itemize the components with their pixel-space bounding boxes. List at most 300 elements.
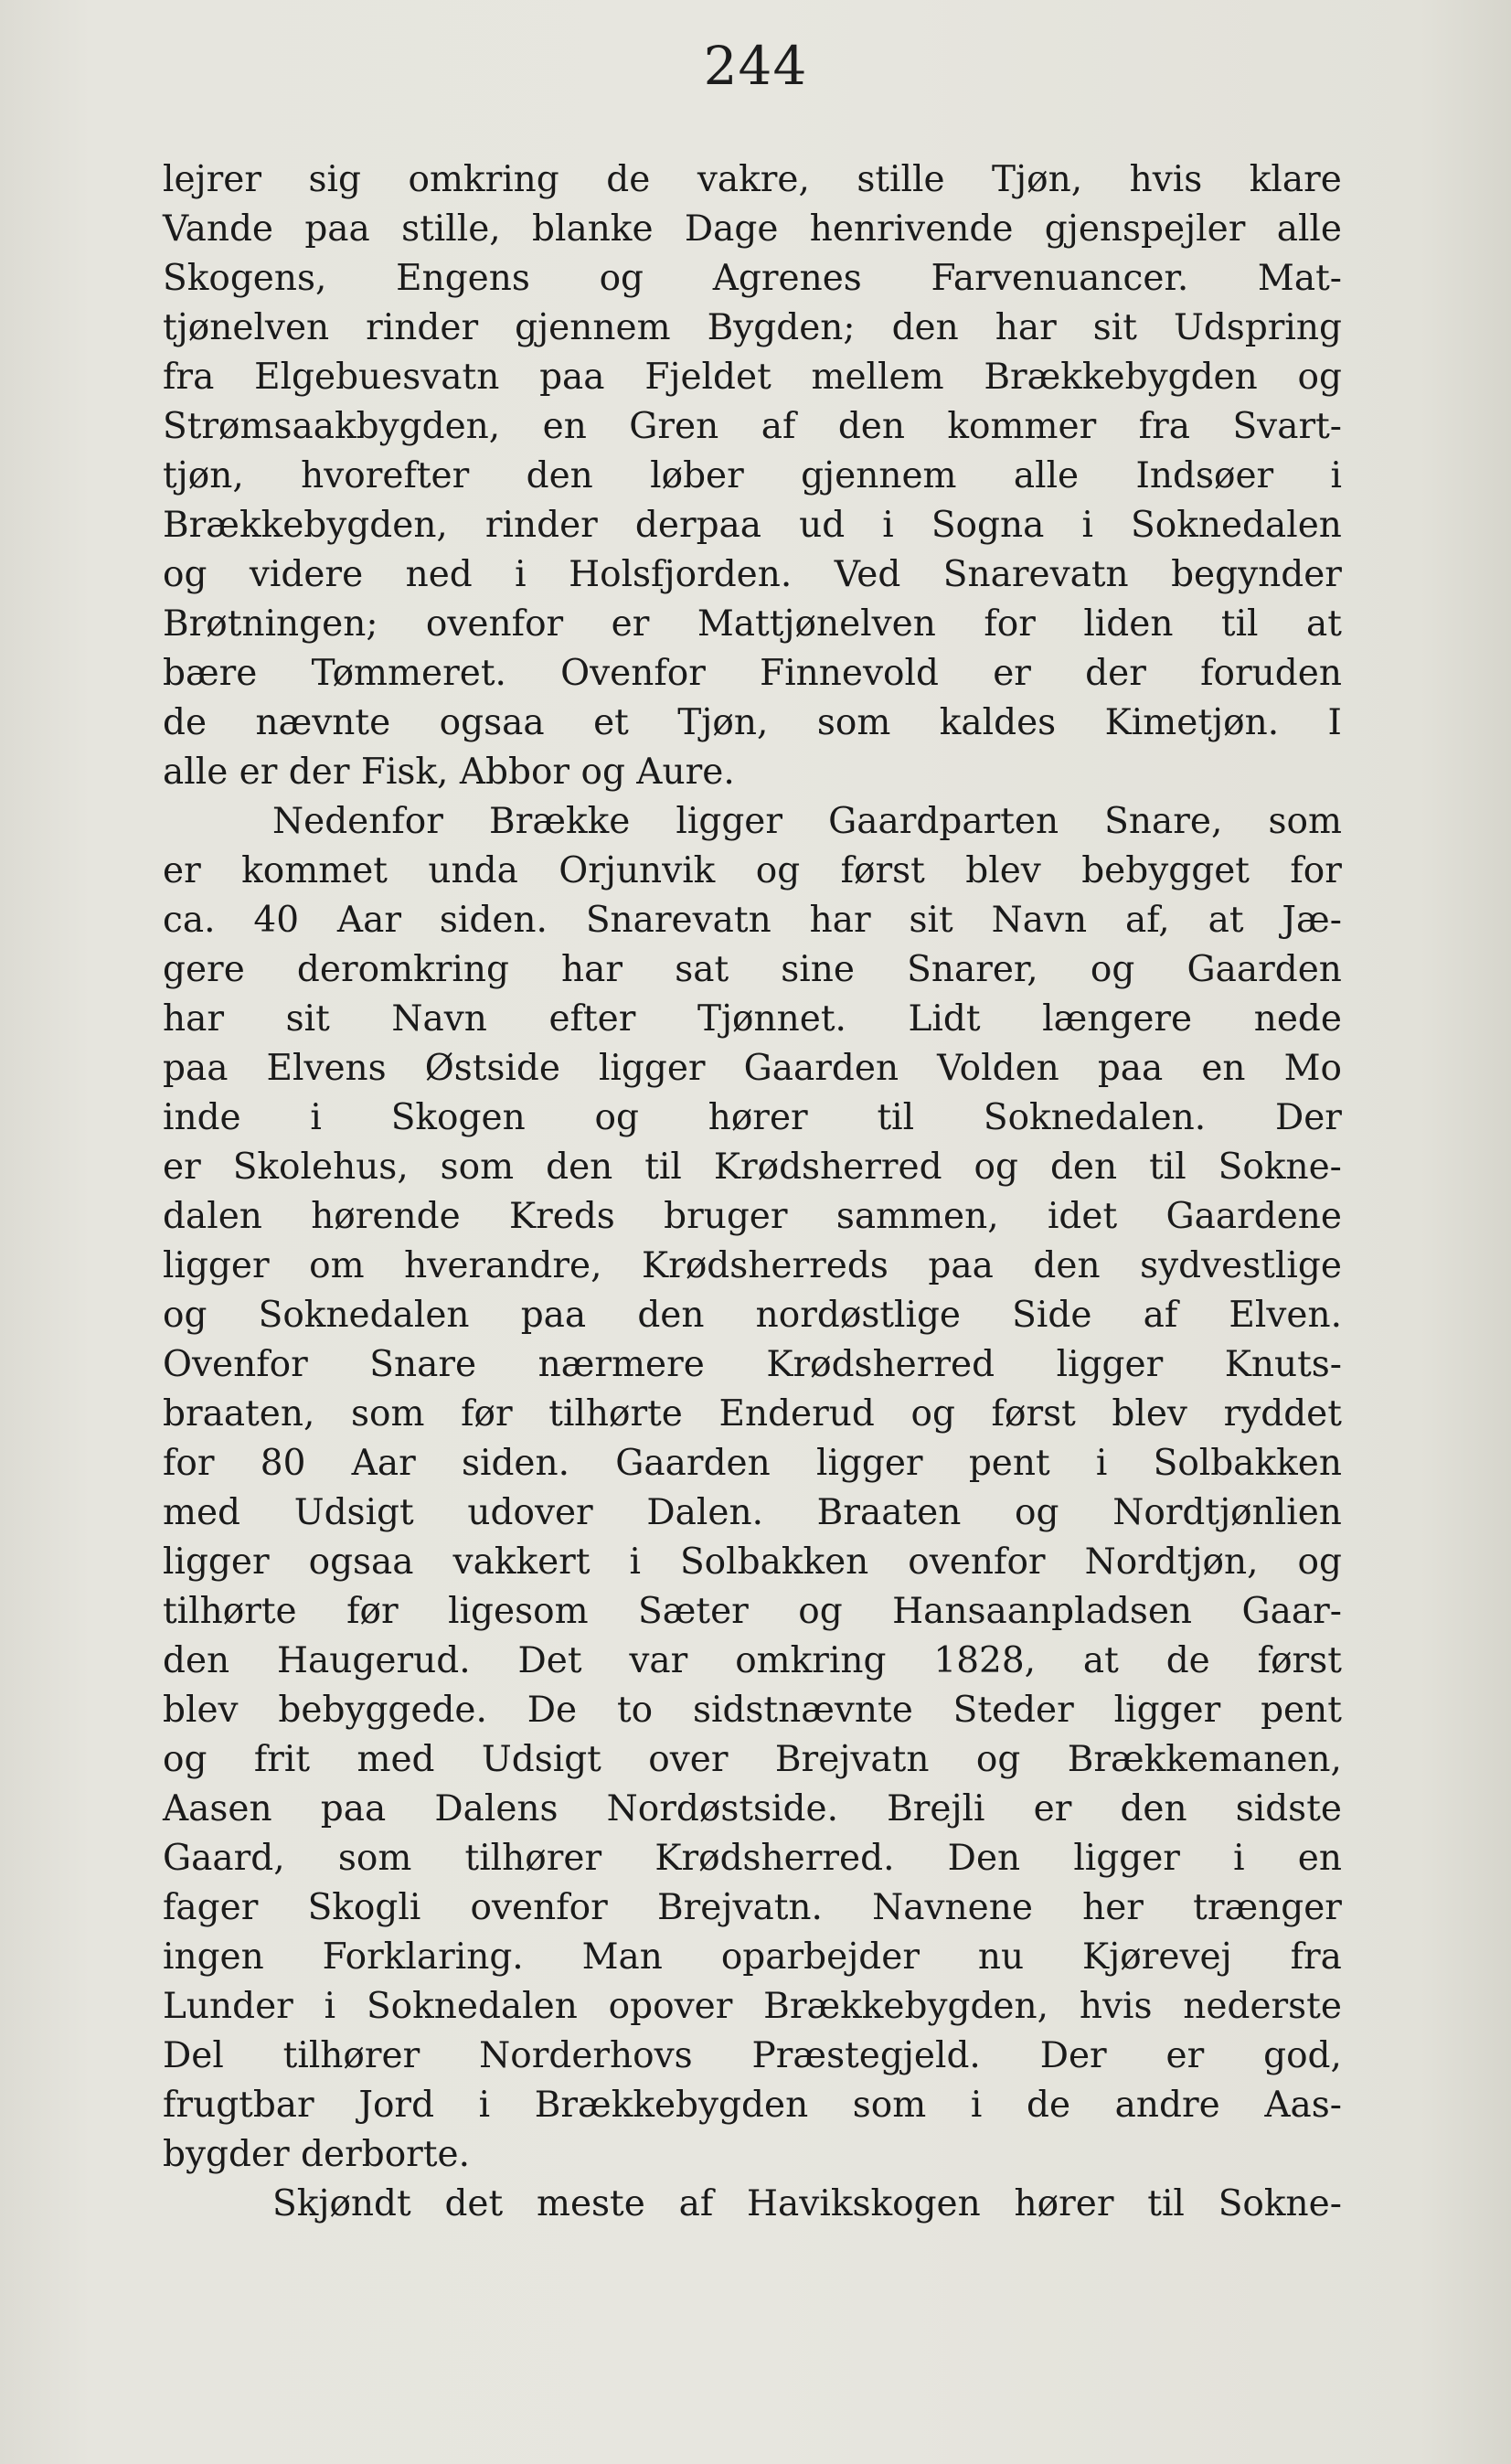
word: lejrer: [163, 159, 262, 200]
text-line: [163, 699, 1342, 748]
word: Kjørevej: [1082, 1936, 1232, 1978]
word: hører: [1014, 2183, 1114, 2224]
word: Mo: [1283, 1048, 1342, 1089]
word: sit: [1092, 307, 1137, 348]
word: alle: [1276, 208, 1342, 250]
word: og: [1297, 357, 1342, 398]
word: omkring: [735, 1640, 887, 1681]
word: kommer: [947, 406, 1097, 447]
word: ogsaa: [439, 702, 545, 743]
word: Norderhovs: [479, 2035, 693, 2076]
word: den: [546, 1147, 613, 1188]
word: tjøn,: [163, 455, 244, 496]
word: længere: [1042, 998, 1193, 1040]
word: og: [910, 1393, 955, 1435]
word: og: [163, 554, 207, 595]
word: af: [1143, 1295, 1178, 1336]
word: ingen: [163, 1936, 264, 1978]
word: Jord: [358, 2085, 435, 2126]
word: ligger: [1073, 1838, 1180, 1879]
word: Sokne-: [1218, 1147, 1342, 1188]
word: Sogna: [931, 505, 1045, 546]
word: Havikskogen: [747, 2183, 981, 2224]
word: braaten,: [163, 1393, 315, 1435]
word: Skogen: [390, 1097, 526, 1138]
word: 80: [260, 1443, 306, 1484]
word: mellem: [811, 357, 944, 398]
word: en: [1297, 1838, 1342, 1879]
text-line: [163, 847, 1342, 896]
text-line: [163, 1637, 1342, 1686]
word: begynder: [1171, 554, 1342, 595]
word: Brækkebygden,: [163, 505, 448, 546]
word: Snarevatn: [585, 900, 771, 941]
word: hører: [708, 1097, 808, 1138]
word: derpaa: [634, 505, 762, 546]
word: og: [163, 1295, 207, 1336]
word: deromkring: [296, 949, 509, 990]
word: tilhørte: [548, 1393, 683, 1435]
text-line-content: alle er der Fisk, Abbor og Aure.: [163, 752, 735, 793]
word: Lunder: [163, 1986, 293, 2027]
word: Soknedalen.: [983, 1097, 1207, 1138]
word: bebyggede.: [278, 1690, 487, 1731]
word: Soknedalen: [366, 1986, 578, 2027]
word: Braaten: [816, 1492, 962, 1533]
word: Østside: [424, 1048, 560, 1089]
word: Lidt: [908, 998, 981, 1040]
word: for: [984, 603, 1036, 645]
word: Navn: [991, 900, 1088, 941]
word: Gren: [629, 406, 719, 447]
word: i: [629, 1541, 641, 1583]
word: ned: [405, 554, 473, 595]
word: Mat-: [1257, 258, 1342, 299]
word: sidste: [1235, 1788, 1342, 1829]
word: Tjønnet.: [697, 998, 846, 1040]
word: en: [542, 406, 587, 447]
text-line: [163, 1735, 1342, 1785]
word: til: [1147, 2183, 1185, 2224]
word: videre: [249, 554, 364, 595]
word: og: [755, 850, 801, 891]
word: hvis: [1129, 159, 1203, 200]
text-line: [163, 452, 1342, 501]
word: inde: [163, 1097, 241, 1138]
word: Dage: [684, 208, 779, 250]
word: løber: [650, 455, 744, 496]
word: ca.: [163, 900, 216, 941]
word: med: [356, 1739, 435, 1780]
word: paa: [304, 208, 370, 250]
text-line: [163, 402, 1342, 452]
text-line: [163, 1538, 1342, 1587]
word: Dalen.: [646, 1492, 763, 1533]
word: er: [611, 603, 650, 645]
word: at: [1208, 900, 1244, 941]
word: tilhører: [464, 1838, 602, 1879]
word: Præstegjeld.: [751, 2035, 981, 2076]
word: er: [1165, 2035, 1205, 2076]
word: Gaard,: [163, 1838, 285, 1879]
word: fra: [1290, 1936, 1342, 1978]
word: blev: [965, 850, 1041, 891]
word: hvorefter: [301, 455, 470, 496]
word: ligger: [676, 801, 783, 842]
word: nordøstlige: [755, 1295, 962, 1336]
word: bære: [163, 653, 258, 694]
word: sit: [285, 998, 330, 1040]
word: for: [1290, 850, 1342, 891]
text-line: [163, 2081, 1342, 2130]
word: Elgebuesvatn: [254, 357, 500, 398]
word: Solbakken: [1153, 1443, 1342, 1484]
word: Krødsherred: [713, 1147, 942, 1188]
text-line: [163, 155, 1342, 205]
word: af: [678, 2183, 714, 2224]
word: Agrenes: [712, 258, 862, 299]
word: som: [440, 1147, 515, 1188]
text-line: [163, 1143, 1342, 1192]
word: Krødsherred: [766, 1344, 995, 1385]
word: i: [1095, 1443, 1108, 1484]
word: som: [816, 702, 891, 743]
text-line: [163, 896, 1342, 945]
word: som: [1268, 801, 1342, 842]
word: ud: [799, 505, 846, 546]
word: pent: [1261, 1690, 1342, 1731]
word: Man: [581, 1936, 663, 1978]
word: Sokne-: [1218, 2183, 1342, 2224]
word: som: [337, 1838, 412, 1879]
text-line: [163, 1982, 1342, 2032]
word: Der: [1039, 2035, 1107, 2076]
word: som: [351, 1393, 425, 1435]
word: siden.: [461, 1443, 570, 1484]
word: den: [163, 1640, 230, 1681]
word: Gaarden: [1186, 949, 1342, 990]
word: nede: [1253, 998, 1342, 1040]
text-line: [163, 1785, 1342, 1834]
text-line: [163, 1291, 1342, 1340]
word: vakkert: [452, 1541, 591, 1583]
word: Solbakken: [679, 1541, 869, 1583]
word: har: [561, 949, 623, 990]
word: Vande: [163, 208, 273, 250]
word: Kimetjøn.: [1104, 702, 1280, 743]
word: her: [1082, 1887, 1144, 1928]
text-line: [163, 1242, 1342, 1291]
word: andre: [1114, 2085, 1220, 2126]
word: Side: [1012, 1295, 1092, 1336]
word: Gaarden: [615, 1443, 771, 1484]
text-line: [163, 995, 1342, 1044]
word: kommet: [241, 850, 388, 891]
word: til: [877, 1097, 915, 1138]
word: af: [761, 406, 796, 447]
word: Fjeldet: [644, 357, 771, 398]
word: pent: [968, 1443, 1050, 1484]
word: Navnene: [872, 1887, 1033, 1928]
word: paa: [928, 1245, 994, 1286]
word: om: [309, 1245, 365, 1286]
word: de: [606, 159, 651, 200]
word: Forklaring.: [322, 1936, 524, 1978]
word: Udsigt: [293, 1492, 414, 1533]
word: og: [798, 1591, 843, 1632]
word: bebygget: [1081, 850, 1250, 891]
word: paa: [1097, 1048, 1164, 1089]
text-line: [163, 1933, 1342, 1982]
word: efter: [548, 998, 636, 1040]
word: blev: [1112, 1393, 1187, 1435]
word: i: [970, 2085, 983, 2126]
word: Brejvatn.: [656, 1887, 823, 1928]
word: dalen: [163, 1196, 262, 1237]
word: Skolehus,: [232, 1147, 409, 1188]
word: og: [974, 1147, 1018, 1188]
text-line-content: bygder derborte.: [163, 2134, 470, 2175]
word: Finnevold: [760, 653, 939, 694]
word: for: [163, 1443, 215, 1484]
word: Navn: [391, 998, 487, 1040]
word: stille,: [401, 208, 501, 250]
word: sig: [308, 159, 361, 200]
word: opover: [608, 1986, 733, 2027]
word: Indsøer: [1135, 455, 1274, 496]
text-line: [163, 1883, 1342, 1933]
text-line: [163, 600, 1342, 649]
word: ligger: [163, 1245, 270, 1286]
word: Enderud: [718, 1393, 875, 1435]
word: bruger: [664, 1196, 788, 1237]
word: sit: [909, 900, 953, 941]
word: og: [1015, 1492, 1059, 1533]
word: Strømsaakbygden,: [163, 406, 501, 447]
word: Ved: [834, 554, 901, 595]
word: i: [1330, 455, 1342, 496]
word: i: [1233, 1838, 1245, 1879]
word: fra: [1138, 406, 1191, 447]
word: Snare,: [1104, 801, 1223, 842]
word: Brejli: [887, 1788, 985, 1829]
text-line: [163, 1686, 1342, 1735]
word: Kreds: [508, 1196, 615, 1237]
word: sammen,: [835, 1196, 999, 1237]
word: paa: [520, 1295, 587, 1336]
text-line: [163, 501, 1342, 550]
word: ogsaa: [308, 1541, 414, 1583]
word: paa: [539, 357, 605, 398]
word: Tjøn,: [992, 159, 1083, 200]
word: tjønelven: [163, 307, 330, 348]
word: oparbejder: [720, 1936, 920, 1978]
word: Skogens,: [163, 258, 327, 299]
word: er: [993, 653, 1031, 694]
body-text: [163, 155, 1342, 2229]
word: den: [891, 307, 959, 348]
word: før: [346, 1591, 399, 1632]
text-line: [163, 1093, 1342, 1143]
text-line: [163, 2032, 1342, 2081]
word: nævnte: [255, 702, 391, 743]
word: Gaar-: [1241, 1591, 1342, 1632]
word: der: [1085, 653, 1146, 694]
word: først: [1257, 1640, 1342, 1681]
word: gjennem: [801, 455, 957, 496]
word: gjennem: [515, 307, 671, 348]
word: Der: [1274, 1097, 1342, 1138]
word: Skjøndt: [272, 2183, 411, 2224]
word: Aas-: [1264, 2085, 1342, 2126]
word: ligger: [598, 1048, 706, 1089]
word: den: [526, 455, 593, 496]
word: er: [1033, 1788, 1072, 1829]
word: ligger: [1113, 1690, 1221, 1731]
word: til: [644, 1147, 682, 1188]
word: nu: [977, 1936, 1025, 1978]
word: nederste: [1183, 1986, 1342, 2027]
word: Bygden;: [707, 307, 856, 348]
word: paa: [320, 1788, 387, 1829]
text-line: [163, 1340, 1342, 1390]
word: ligger: [1056, 1344, 1164, 1385]
word: har: [163, 998, 225, 1040]
word: Knuts-: [1224, 1344, 1342, 1385]
word: Krødsherreds: [642, 1245, 889, 1286]
word: Holsfjorden.: [569, 554, 793, 595]
word: Brække: [489, 801, 631, 842]
word: stille: [857, 159, 945, 200]
word: det: [444, 2183, 504, 2224]
word: ligger: [163, 1541, 270, 1583]
text-line: [163, 945, 1342, 995]
word: Gaardparten: [828, 801, 1059, 842]
word: gjenspejler: [1044, 208, 1246, 250]
word: Brøtningen;: [163, 603, 378, 645]
word: Tømmeret.: [311, 653, 506, 694]
text-line: [163, 649, 1342, 699]
word: Den: [947, 1838, 1021, 1879]
word: og: [594, 1097, 639, 1138]
word: liden: [1083, 603, 1174, 645]
word: den: [1033, 1245, 1101, 1286]
text-line: [163, 2130, 1342, 2180]
word: ligger: [815, 1443, 923, 1484]
word: i: [478, 2085, 491, 2126]
word: og: [975, 1739, 1021, 1780]
word: til: [1149, 1147, 1186, 1188]
text-line: [163, 550, 1342, 600]
word: var: [629, 1640, 688, 1681]
word: ligesom: [448, 1591, 589, 1632]
text-line: [163, 353, 1342, 402]
word: at: [1305, 603, 1342, 645]
word: frugtbar: [163, 2085, 314, 2126]
text-line: [163, 1192, 1342, 1242]
word: Brækkebygden: [534, 2085, 809, 2126]
word: siden.: [439, 900, 548, 941]
text-line: [163, 1587, 1342, 1637]
word: Haugerud.: [277, 1640, 471, 1681]
word: Engens: [396, 258, 530, 299]
word: Gaarden: [743, 1048, 899, 1089]
text-line: [163, 797, 1342, 847]
text-line: [163, 1390, 1342, 1439]
word: den: [837, 406, 905, 447]
word: idet: [1047, 1196, 1118, 1237]
word: har: [809, 900, 871, 941]
word: som: [852, 2085, 927, 2126]
word: tilhørte: [163, 1591, 297, 1632]
word: kaldes: [939, 702, 1057, 743]
word: Snarevatn: [942, 554, 1129, 595]
word: i: [882, 505, 894, 546]
word: blanke: [532, 208, 654, 250]
word: 1828,: [933, 1640, 1037, 1681]
word: Hansaanpladsen: [892, 1591, 1193, 1632]
word: over: [648, 1739, 729, 1780]
word: Aasen: [163, 1788, 272, 1829]
word: foruden: [1200, 653, 1342, 694]
word: rinder: [484, 505, 598, 546]
word: Brækkebygden,: [763, 1986, 1049, 2027]
word: Elvens: [266, 1048, 387, 1089]
word: en: [1201, 1048, 1246, 1089]
word: fager: [163, 1887, 259, 1928]
word: meste: [536, 2183, 645, 2224]
word: Sæter: [638, 1591, 749, 1632]
word: hverandre,: [404, 1245, 602, 1286]
word: frit: [253, 1739, 311, 1780]
text-line: [163, 254, 1342, 304]
text-line: [163, 1834, 1342, 1883]
word: er: [163, 1147, 201, 1188]
word: et: [593, 702, 629, 743]
word: hørende: [311, 1196, 461, 1237]
word: rinder: [366, 307, 479, 348]
word: i: [324, 1986, 336, 2027]
word: de: [163, 702, 207, 743]
word: i: [1081, 505, 1093, 546]
word: den: [1120, 1788, 1187, 1829]
word: Nedenfor: [272, 801, 443, 842]
word: 40: [253, 900, 300, 941]
word: og: [1297, 1541, 1342, 1583]
word: udover: [467, 1492, 593, 1533]
word: vakre,: [697, 159, 810, 200]
word: Tjøn,: [677, 702, 769, 743]
word: Snarer,: [907, 949, 1038, 990]
word: klare: [1249, 159, 1342, 200]
word: De: [527, 1690, 578, 1731]
word: Det: [517, 1640, 582, 1681]
word: i: [515, 554, 527, 595]
word: unda: [428, 850, 518, 891]
word: Soknedalen: [1131, 505, 1342, 546]
word: sine: [781, 949, 855, 990]
word: at: [1082, 1640, 1119, 1681]
word: ovenfor: [425, 603, 564, 645]
word: til: [1220, 603, 1259, 645]
word: I: [1327, 702, 1342, 743]
word: Mattjønelven: [697, 603, 936, 645]
word: Svart-: [1232, 406, 1342, 447]
word: ryddet: [1223, 1393, 1342, 1435]
word: ovenfor: [470, 1887, 608, 1928]
word: gere: [163, 949, 245, 990]
word: Nordtjøn,: [1084, 1541, 1259, 1583]
